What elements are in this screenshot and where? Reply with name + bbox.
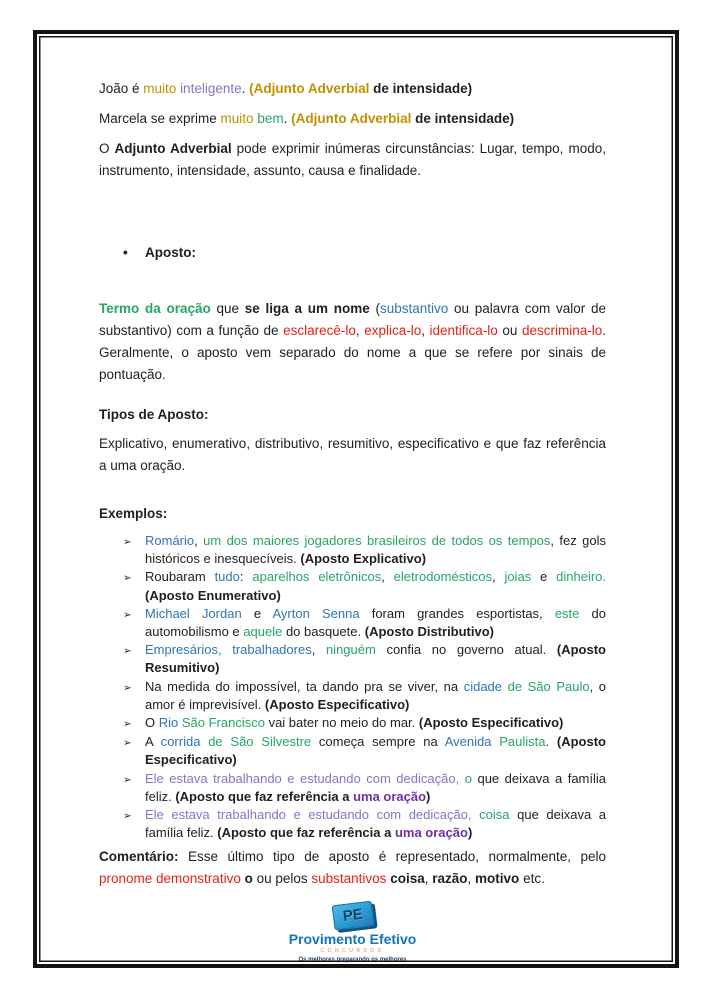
example-text: Romário, um dos maiores jogadores brasileiros de todos os tempos, fez gols históricos e inesquecíveis. (Aposto Explicativo) — [145, 533, 606, 567]
example-text: Na medida do impossível, ta dando pra se viver, na cidade de São Paulo, o amor é imprevisível. (Aposto Especificativo) — [145, 678, 606, 712]
logo-subtitle-concursos: CONCURSOS — [320, 948, 385, 955]
example-item-enumerativo — [123, 568, 606, 604]
arrow-bullet-icon: ➢ — [123, 645, 132, 658]
logo-brand-text: Provimento Efetivo — [288, 931, 417, 948]
arrow-bullet-icon: ➢ — [123, 737, 132, 750]
arrow-bullet-icon: ➢ — [123, 773, 132, 786]
paragraph-tipos-lista: Explicativo, enumerativo, distributivo, resumitivo, especificativo e que faz referência a uma oração. — [99, 436, 606, 473]
arrow-bullet-icon: ➢ — [123, 608, 132, 621]
arrow-bullet-icon: ➢ — [123, 718, 132, 731]
example-text: Ele estava trabalhando e estudando com dedicação, coisa que deixava a família feliz. (Aposto que faz referência a uma oração) — [145, 807, 606, 841]
example-item-especificativo-3 — [123, 733, 606, 769]
example-item-especificativo-2 — [123, 714, 606, 733]
logo-cube-icon — [331, 901, 374, 931]
example-text: Roubaram tudo: aparelhos eletrônicos, eletrodomésticos, joias e dinheiro. (Aposto Enumerativo) — [145, 569, 607, 603]
example-text: A corrida de São Silvestre começa sempre na Avenida Paulista. (Aposto Especificativo) — [145, 734, 606, 768]
heading-tipos-de-aposto: Tipos de Aposto: — [99, 407, 209, 422]
arrow-bullet-icon: ➢ — [123, 810, 132, 823]
examples-list — [99, 532, 606, 842]
bullet-dot-icon: • — [123, 245, 128, 260]
heading-exemplos: Exemplos: — [99, 506, 168, 521]
example-text: Empresários, trabalhadores, ninguém confia no governo atual. (Aposto Resumitivo) — [145, 642, 606, 676]
arrow-bullet-icon: ➢ — [123, 536, 132, 548]
example-item-referencia-oracao-1 — [123, 770, 606, 806]
arrow-bullet-icon: ➢ — [123, 681, 132, 694]
bullet-item-aposto — [123, 242, 606, 264]
example-text: Michael Jordan e Ayrton Senna foram grandes esportistas, este do automobilismo e aquele do basquete. (Aposto Distributivo) — [145, 605, 606, 640]
paragraph-adjunto-adverbial: O Adjunto Adverbial pode exprimir inúmeras circunstâncias: Lugar, tempo, modo, instrumento, intensidade, assunto, causa e finalidade. — [99, 141, 606, 178]
paragraph-comentario: Comentário: Esse último tipo de aposto é representado, normalmente, pelo pronome demonstrativo o ou pelos substantivos coisa, razão, motivo etc. — [99, 849, 606, 887]
bullet-aposto-label: Aposto: — [145, 245, 196, 260]
logo-tagline: Os melhores preparando os melhores — [298, 957, 407, 964]
sentence-marcela: Marcela se exprime muito bem. (Adjunto Adverbial de intensidade) — [99, 111, 515, 126]
example-text: Ele estava trabalhando e estudando com dedicação, o que deixava a família feliz. (Aposto que faz referência a uma oração) — [145, 770, 606, 804]
paragraph-termo-definicao: Termo da oração que se liga a um nome (substantivo ou palavra com valor de substantivo) com a função de esclarecê-lo, explica-lo, identifica-lo ou descrimina-lo. Geralmente, o aposto vem separado do nome a que se refere por sinais de pontuação. — [99, 301, 606, 382]
example-item-especificativo-1 — [123, 678, 606, 714]
example-item-referencia-oracao-2 — [123, 806, 606, 842]
arrow-bullet-icon: ➢ — [123, 572, 132, 585]
page-border-frame — [33, 30, 679, 968]
example-item-distributivo — [123, 605, 606, 641]
logo-cube-letters: PE — [341, 906, 364, 926]
example-item-explicativo — [123, 532, 606, 568]
example-text: O Rio São Francisco vai bater no meio do mar. (Aposto Especificativo) — [145, 715, 564, 731]
logo-provimento-efetivo — [99, 903, 606, 964]
sentence-joao: João é muito inteligente. (Adjunto Adverbial de intensidade) — [99, 81, 473, 96]
example-item-resumitivo — [123, 641, 606, 677]
